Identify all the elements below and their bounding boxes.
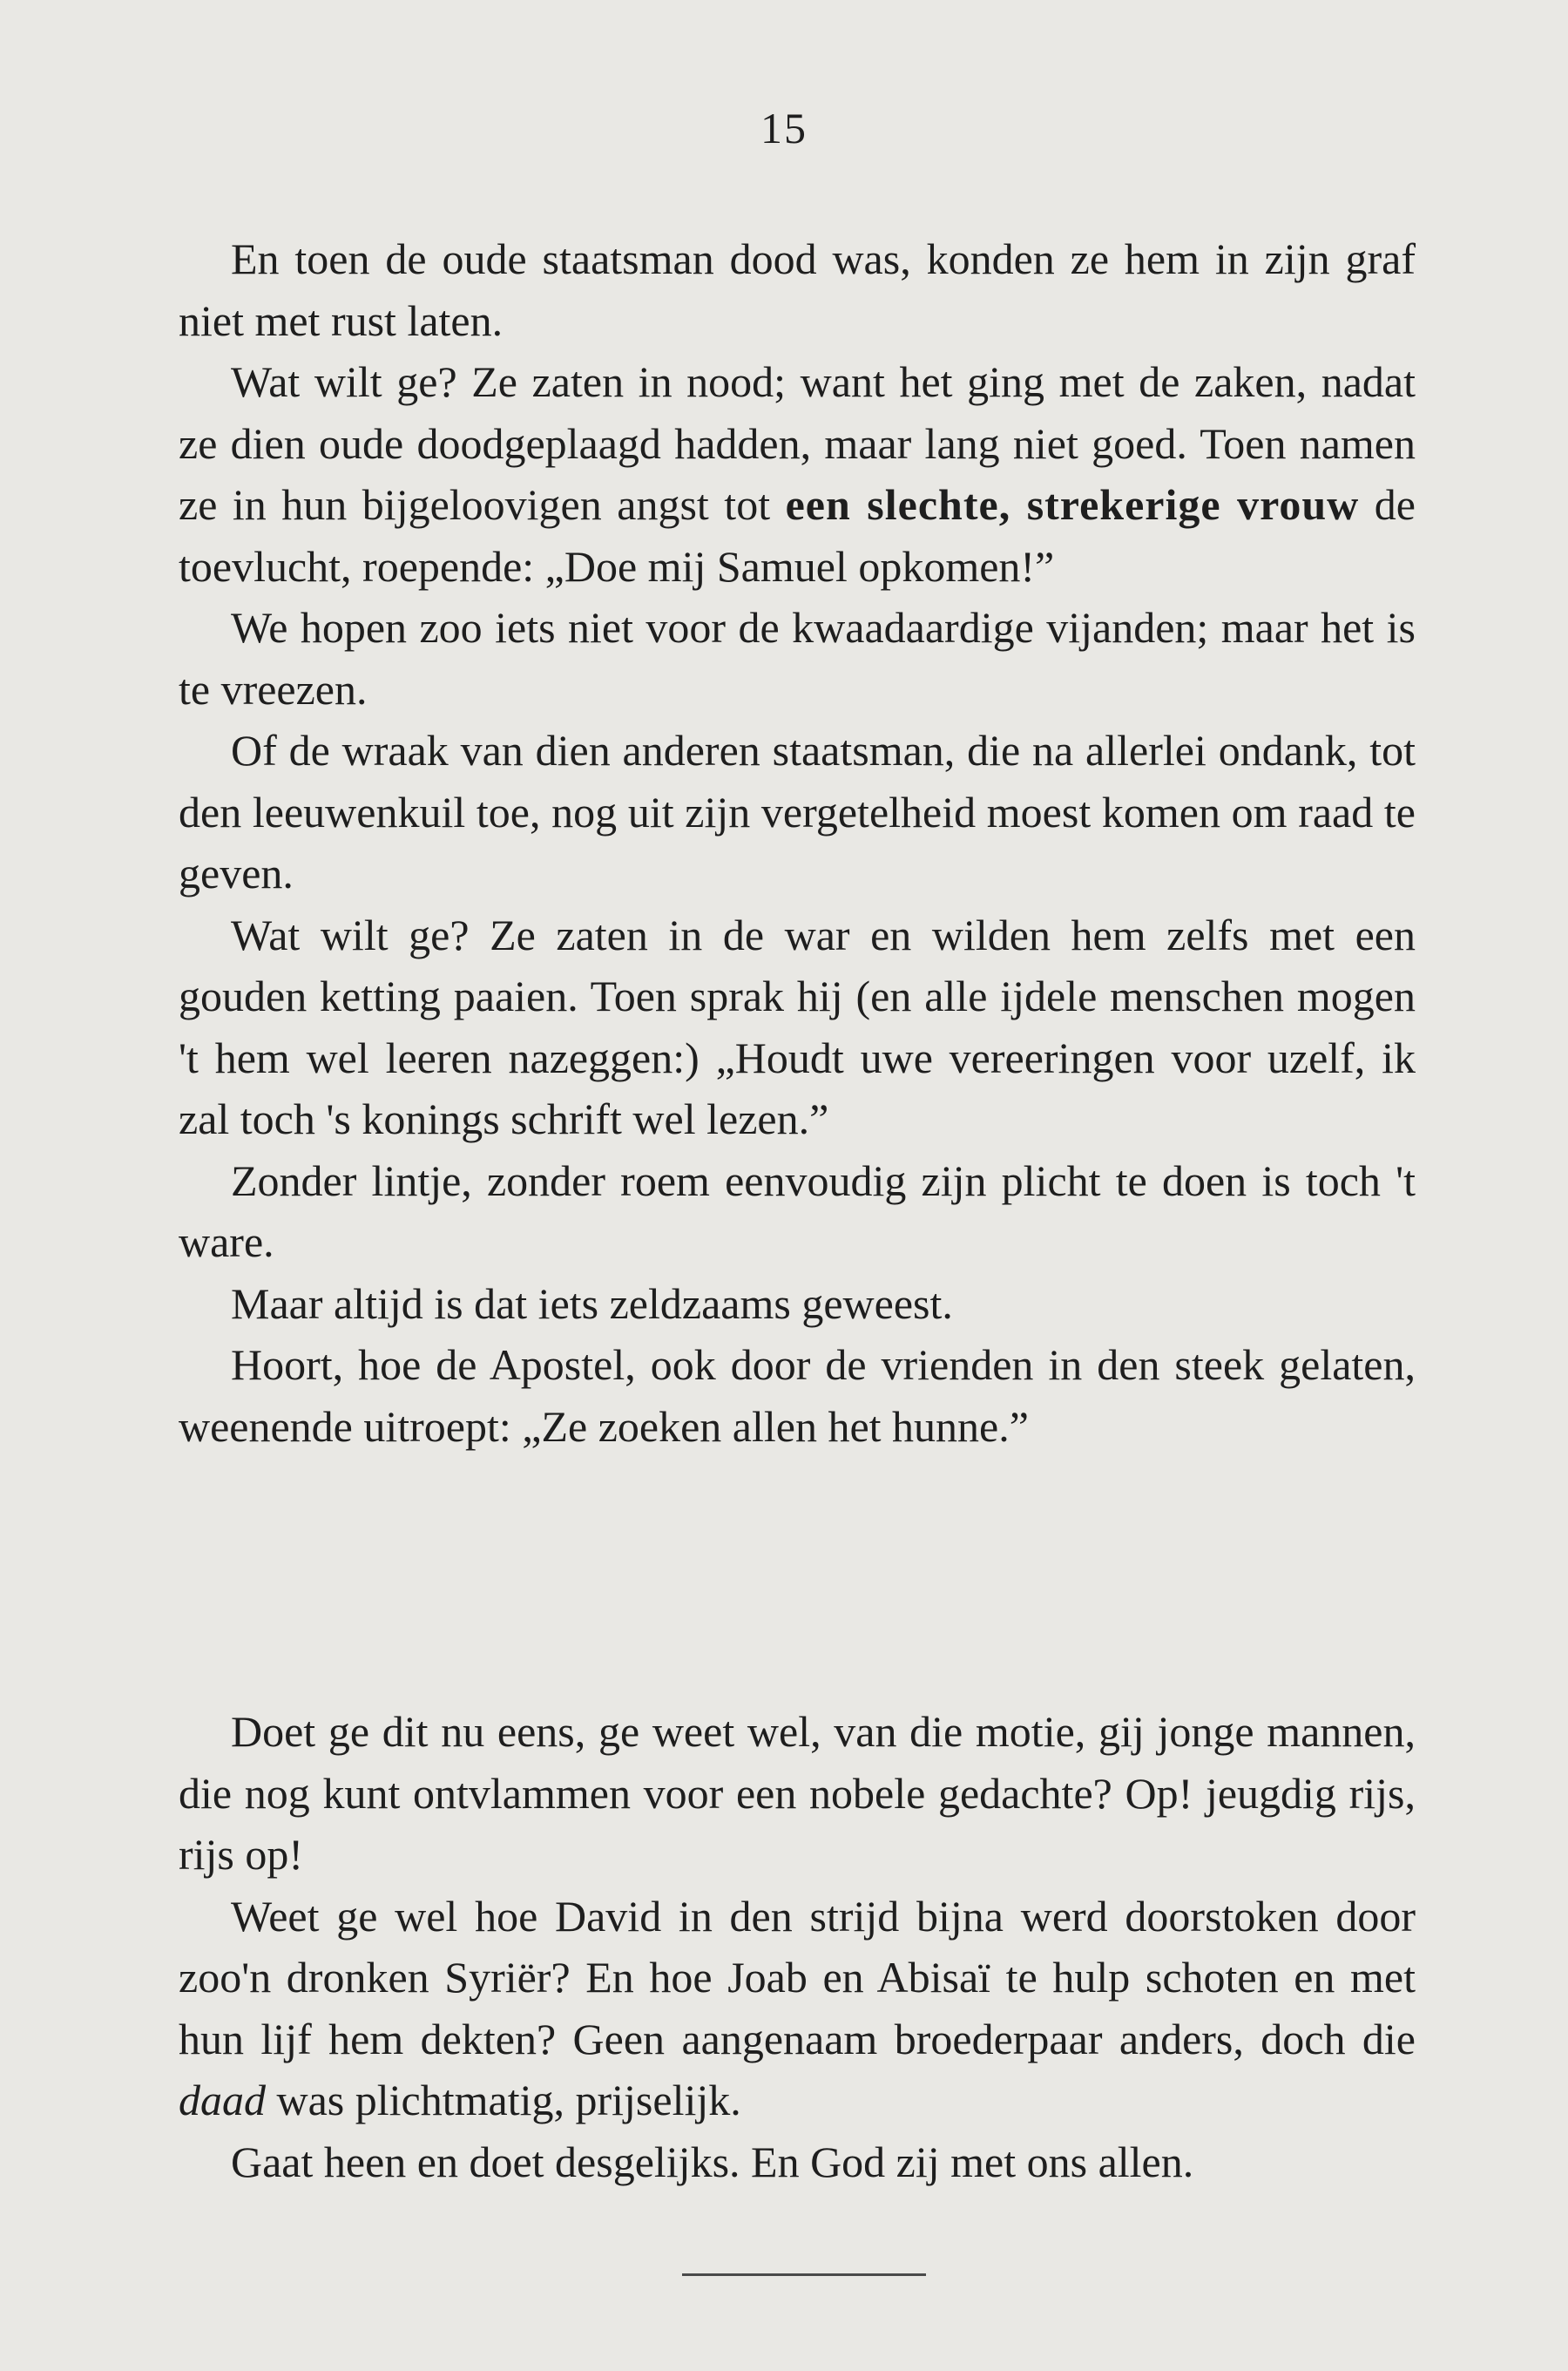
paragraph-10-text-before: Weet ge wel hoe David in den strijd bijna werd doorstoken door zoo'n dronken Syriër? En hoe Joab en Abisaï te hulp schoten en met hun lijf hem dekten? Geen aangenaam broederpaar anders, doch die (179, 1891, 1416, 2063)
paragraph-6: Zonder lintje, zonder roem eenvoudig zijn plicht te doen is toch 't ware. (179, 1155, 1416, 1266)
paragraph-10 (179, 1886, 1416, 2131)
paragraph-11: Gaat heen en doet desgelijks. En God zij met ons allen. (231, 2137, 1194, 2186)
paragraph-2-text-after: de toevlucht, roepende: „Doe mij Samuel opkomen!” (179, 480, 1416, 591)
paragraph-2-text-before: Wat wilt ge? Ze zaten in nood; want het ging met de zaken, nadat ze dien oude doodgeplaagd hadden, maar lang niet goed. Toen namen ze in hun bijgeloovigen angst tot (179, 357, 1416, 529)
paragraph-3: We hopen zoo iets niet voor de kwaadaardige vijanden; maar het is te vreezen. (179, 603, 1416, 714)
paragraph-1: En toen de oude staatsman dood was, konden ze hem in zijn graf niet met rust laten. (179, 234, 1416, 345)
paragraph-4: Of de wraak van dien anderen staatsman, die na allerlei ondank, tot den leeuwenkuil toe, nog uit zijn vergetelheid moest komen om raad te geven. (179, 726, 1416, 898)
paragraph-2 (179, 351, 1416, 597)
paragraph-2-bold-phrase: een slechte, strekerige vrouw (785, 480, 1360, 529)
paragraph-9: Doet ge dit nu eens, ge weet wel, van die motie, gij jonge mannen, die nog kunt ontvlammen voor een nobele gedachte? Op! jeugdig rijs, rijs op! (179, 1707, 1416, 1879)
paragraph-8: Hoort, hoe de Apostel, ook door de vrienden in den steek gelaten, weenende uitroept: „Ze zoeken allen het hunne.” (179, 1340, 1416, 1451)
text-section-2 (179, 1701, 1416, 2192)
text-section-1 (179, 228, 1416, 1457)
page-number: 15 (760, 104, 808, 152)
paragraph-10-text-after: was plichtmatig, prijselijk. (266, 2076, 741, 2124)
closing-rule (682, 2273, 926, 2276)
paragraph-7: Maar altijd is dat iets zeldzaams geweest. (231, 1278, 953, 1328)
paragraph-10-italic-word: daad (179, 2076, 266, 2124)
paragraph-5: Wat wilt ge? Ze zaten in de war en wilden hem zelfs met een gouden ketting paaien. Toen sprak hij (en alle ijdele menschen mogen 't hem wel leeren nazeggen:) „Houdt uwe vereeringen voor uzelf, ik zal toch 's konings schrift wel lezen.” (179, 910, 1416, 1143)
